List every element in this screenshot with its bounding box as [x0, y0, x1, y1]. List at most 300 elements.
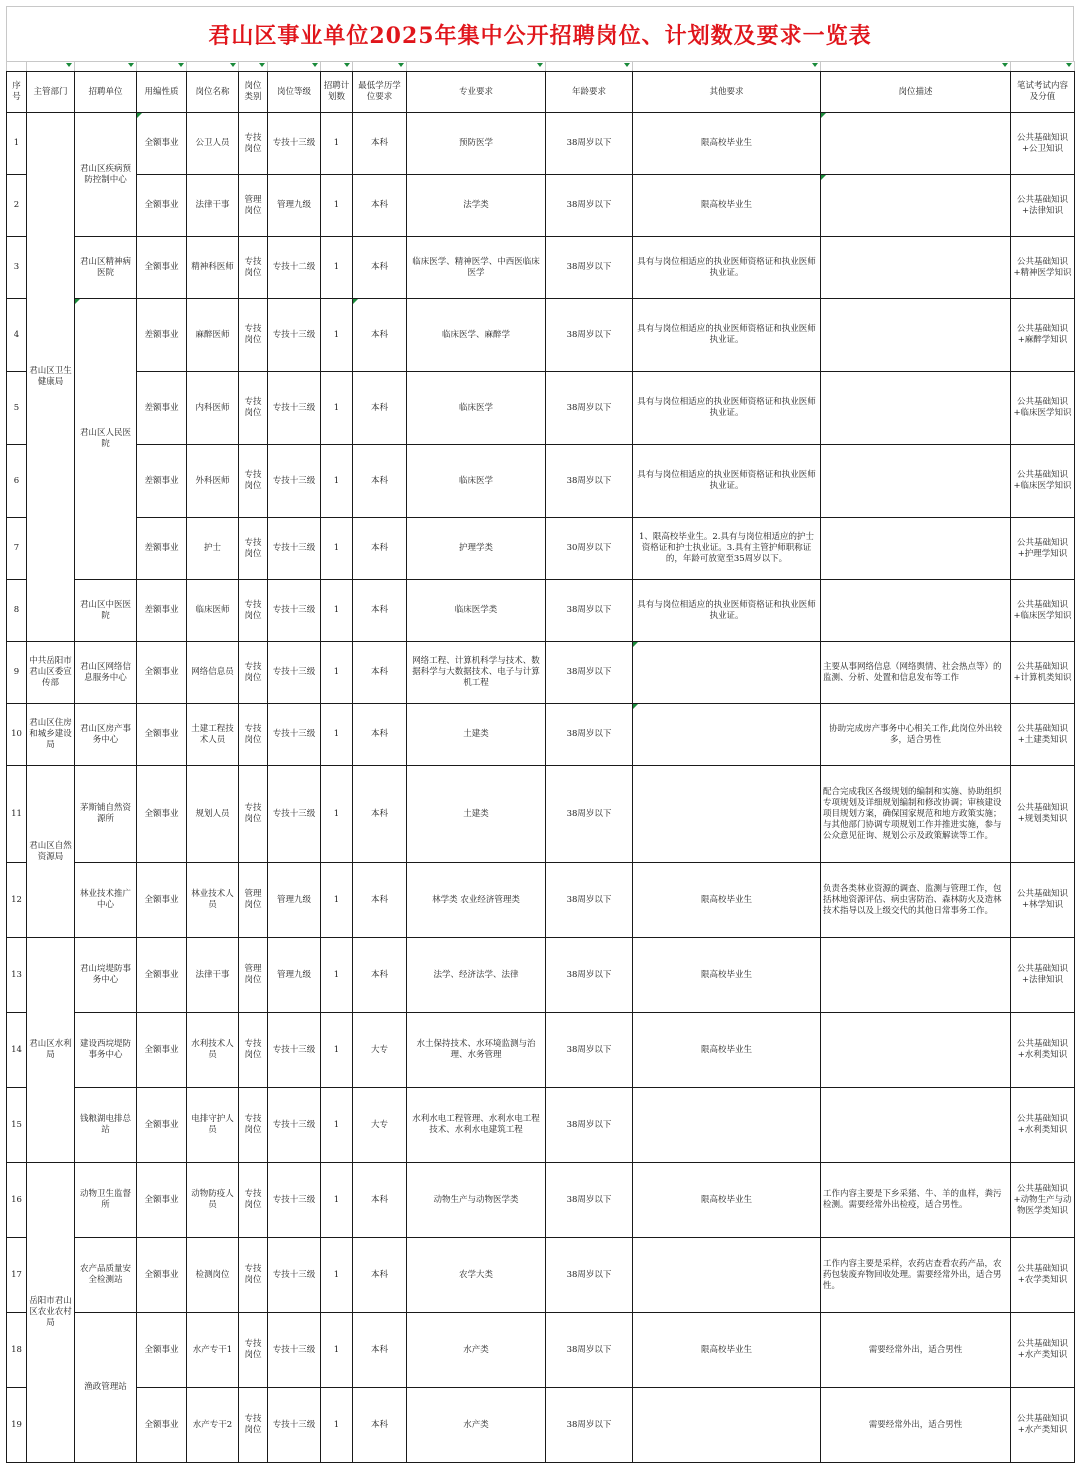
cell-age: 38周岁以下 — [546, 938, 633, 1013]
cell-nature: 全额事业 — [137, 1238, 187, 1313]
cell-major: 临床医学 — [407, 372, 546, 445]
cell-unit: 君山垸堤防事务中心 — [75, 938, 137, 1013]
cell-exam: 公共基础知识+土建类知识 — [1011, 704, 1075, 766]
cell-count: 1 — [321, 642, 353, 704]
cell-age: 38周岁以下 — [546, 766, 633, 863]
cell-category: 专技岗位 — [239, 372, 268, 445]
header-no: 序号 — [7, 72, 27, 113]
table-row — [7, 1388, 1075, 1463]
cell-no: 12 — [7, 863, 27, 938]
cell-nature: 全额事业 — [137, 1313, 187, 1388]
cell-nature: 全额事业 — [137, 237, 187, 299]
cell-nature: 全额事业 — [137, 938, 187, 1013]
cell-description: 工作内容主要是下乡采猪、牛、羊的血样，粪污检测。需要经常外出检疫，适合男性。 — [821, 1163, 1011, 1238]
cell-nature: 全额事业 — [137, 766, 187, 863]
cell-level: 专技十三级 — [268, 642, 321, 704]
cell-count: 1 — [321, 1388, 353, 1463]
cell-category: 专技岗位 — [239, 518, 268, 580]
cell-age: 38周岁以下 — [546, 642, 633, 704]
cell-exam: 公共基础知识+法律知识 — [1011, 938, 1075, 1013]
cell-level: 专技十三级 — [268, 1013, 321, 1088]
cell-no: 5 — [7, 372, 27, 445]
cell-level: 专技十三级 — [268, 372, 321, 445]
cell-other: 限高校毕业生 — [633, 175, 821, 237]
cell-education: 大专 — [353, 1013, 407, 1088]
cell-major: 临床医学类 — [407, 580, 546, 642]
table-row — [7, 766, 1075, 863]
cell-department: 君山区自然资源局 — [27, 766, 75, 938]
cell-post: 土建工程技术人员 — [187, 704, 239, 766]
cell-count: 1 — [321, 175, 353, 237]
cell-nature: 全额事业 — [137, 642, 187, 704]
cell-post: 公卫人员 — [187, 113, 239, 175]
filter-arrow-icon[interactable] — [537, 63, 543, 67]
cell-exam: 公共基础知识+麻醉学知识 — [1011, 299, 1075, 372]
cell-exam: 公共基础知识+计算机类知识 — [1011, 642, 1075, 704]
cell-other — [633, 1388, 821, 1463]
filter-arrow-icon[interactable] — [398, 63, 404, 67]
cell-department: 中共岳阳市君山区委宣传部 — [27, 642, 75, 704]
cell-count: 1 — [321, 863, 353, 938]
table-row — [7, 175, 1075, 237]
cell-count: 1 — [321, 299, 353, 372]
filter-cell[interactable] — [546, 62, 633, 72]
cell-post: 动物防疫人员 — [187, 1163, 239, 1238]
cell-no: 10 — [7, 704, 27, 766]
cell-other: 1、限高校毕业生。2.具有与岗位相适应的护士资格证和护士执业证。3.具有主管护师职称证的，年龄可放宽至35周岁以下。 — [633, 518, 821, 580]
cell-count: 1 — [321, 1163, 353, 1238]
cell-level: 专技十三级 — [268, 704, 321, 766]
header-exam: 笔试考试内容及分值 — [1011, 72, 1075, 113]
cell-category: 专技岗位 — [239, 1088, 268, 1163]
cell-post: 护士 — [187, 518, 239, 580]
cell-major: 土建类 — [407, 704, 546, 766]
cell-description — [821, 113, 1011, 175]
cell-major: 法学、经济法学、法律 — [407, 938, 546, 1013]
cell-level: 管理九级 — [268, 938, 321, 1013]
cell-other: 限高校毕业生 — [633, 1313, 821, 1388]
cell-category: 专技岗位 — [239, 1163, 268, 1238]
cell-nature: 差额事业 — [137, 445, 187, 518]
cell-description — [821, 580, 1011, 642]
filter-arrow-icon[interactable] — [812, 63, 818, 67]
cell-level: 专技十三级 — [268, 1388, 321, 1463]
cell-post: 精神科医师 — [187, 237, 239, 299]
cell-category: 专技岗位 — [239, 113, 268, 175]
filter-arrow-icon[interactable] — [230, 63, 236, 67]
cell-exam: 公共基础知识+水产类知识 — [1011, 1388, 1075, 1463]
filter-cell[interactable] — [27, 62, 75, 72]
cell-age: 38周岁以下 — [546, 113, 633, 175]
filter-cell[interactable] — [239, 62, 268, 72]
filter-cell[interactable] — [407, 62, 546, 72]
cell-no: 19 — [7, 1388, 27, 1463]
filter-cell[interactable] — [268, 62, 321, 72]
cell-post: 法律干事 — [187, 938, 239, 1013]
cell-age: 38周岁以下 — [546, 1238, 633, 1313]
cell-unit: 建设西垸堤防事务中心 — [75, 1013, 137, 1088]
cell-nature: 差额事业 — [137, 299, 187, 372]
table-row — [7, 1013, 1075, 1088]
cell-age: 38周岁以下 — [546, 1013, 633, 1088]
cell-description: 负责各类林业资源的调查、监测与管理工作，包括林地资源评估、病虫害防治、森林防火及造林技术指导以及上级交代的其他日常事务工作。 — [821, 863, 1011, 938]
cell-education: 大专 — [353, 1088, 407, 1163]
cell-education: 本科 — [353, 1238, 407, 1313]
cell-exam: 公共基础知识+公卫知识 — [1011, 113, 1075, 175]
filter-arrow-icon[interactable] — [1002, 63, 1008, 67]
cell-level: 专技十三级 — [268, 113, 321, 175]
cell-category: 专技岗位 — [239, 1013, 268, 1088]
filter-arrow-icon[interactable] — [312, 63, 318, 67]
cell-no: 2 — [7, 175, 27, 237]
filter-cell[interactable] — [7, 62, 27, 72]
cell-category: 专技岗位 — [239, 580, 268, 642]
cell-age: 38周岁以下 — [546, 580, 633, 642]
cell-exam: 公共基础知识+农学类知识 — [1011, 1238, 1075, 1313]
cell-level: 专技十三级 — [268, 1163, 321, 1238]
cell-department: 君山区卫生健康局 — [27, 113, 75, 642]
cell-unit: 渔政管理站 — [75, 1313, 137, 1463]
cell-description — [821, 237, 1011, 299]
cell-exam: 公共基础知识+护理学知识 — [1011, 518, 1075, 580]
table-row — [7, 938, 1075, 1013]
cell-post: 临床医师 — [187, 580, 239, 642]
filter-arrow-icon[interactable] — [178, 63, 184, 67]
header-unit: 招聘单位 — [75, 72, 137, 113]
cell-major: 临床医学、麻醉学 — [407, 299, 546, 372]
cell-description: 工作内容主要是采样，农药店查看农药产品，农药包装废弃物回收处理。需要经常外出，适合男性。 — [821, 1238, 1011, 1313]
cell-no: 16 — [7, 1163, 27, 1238]
cell-major: 水产类 — [407, 1388, 546, 1463]
filter-arrow-icon[interactable] — [624, 63, 630, 67]
cell-nature: 全额事业 — [137, 863, 187, 938]
cell-major: 土建类 — [407, 766, 546, 863]
cell-unit: 君山区疾病预防控制中心 — [75, 113, 137, 237]
cell-unit: 君山区精神病医院 — [75, 237, 137, 299]
cell-level: 专技十三级 — [268, 299, 321, 372]
cell-age: 38周岁以下 — [546, 175, 633, 237]
cell-post: 水产专干1 — [187, 1313, 239, 1388]
cell-post: 水产专干2 — [187, 1388, 239, 1463]
cell-post: 规划人员 — [187, 766, 239, 863]
cell-category: 专技岗位 — [239, 642, 268, 704]
cell-exam: 公共基础知识+林学知识 — [1011, 863, 1075, 938]
cell-post: 网络信息员 — [187, 642, 239, 704]
cell-department: 君山区水利局 — [27, 938, 75, 1163]
cell-education: 本科 — [353, 642, 407, 704]
cell-description — [821, 299, 1011, 372]
cell-major: 护理学类 — [407, 518, 546, 580]
cell-unit: 林业技术推广中心 — [75, 863, 137, 938]
cell-level: 专技十三级 — [268, 1313, 321, 1388]
cell-nature: 全额事业 — [137, 1388, 187, 1463]
cell-count: 1 — [321, 580, 353, 642]
cell-age: 38周岁以下 — [546, 1313, 633, 1388]
cell-exam: 公共基础知识+水利类知识 — [1011, 1013, 1075, 1088]
cell-nature: 全额事业 — [137, 1088, 187, 1163]
cell-major: 网络工程、计算机科学与技术、数据科学与大数据技术、电子与计算机工程 — [407, 642, 546, 704]
cell-nature: 全额事业 — [137, 704, 187, 766]
cell-category: 管理岗位 — [239, 863, 268, 938]
filter-arrow-icon[interactable] — [66, 63, 72, 67]
cell-count: 1 — [321, 113, 353, 175]
cell-unit: 茅斯铺自然资源所 — [75, 766, 137, 863]
cell-level: 专技十二级 — [268, 237, 321, 299]
cell-major: 动物生产与动物医学类 — [407, 1163, 546, 1238]
cell-level: 管理九级 — [268, 863, 321, 938]
cell-category: 管理岗位 — [239, 175, 268, 237]
table-row — [7, 445, 1075, 518]
cell-age: 38周岁以下 — [546, 1088, 633, 1163]
cell-no: 17 — [7, 1238, 27, 1313]
cell-no: 6 — [7, 445, 27, 518]
cell-education: 本科 — [353, 863, 407, 938]
cell-exam: 公共基础知识+临床医学知识 — [1011, 580, 1075, 642]
cell-count: 1 — [321, 1013, 353, 1088]
title-row — [6, 6, 1074, 61]
filter-arrow-icon[interactable] — [128, 63, 134, 67]
filter-cell[interactable] — [187, 62, 239, 72]
cell-age: 38周岁以下 — [546, 299, 633, 372]
cell-unit: 农产品质量安全检测站 — [75, 1238, 137, 1313]
table-row — [7, 580, 1075, 642]
cell-age: 30周岁以下 — [546, 518, 633, 580]
cell-nature: 差额事业 — [137, 580, 187, 642]
cell-category: 专技岗位 — [239, 299, 268, 372]
cell-education: 本科 — [353, 372, 407, 445]
cell-major: 临床医学、精神医学、中西医临床医学 — [407, 237, 546, 299]
header-department: 主管部门 — [27, 72, 75, 113]
cell-major: 水利水电工程管理、水利水电工程技术、水利水电建筑工程 — [407, 1088, 546, 1163]
cell-description — [821, 445, 1011, 518]
cell-category: 专技岗位 — [239, 766, 268, 863]
table-row — [7, 1163, 1075, 1238]
cell-other: 限高校毕业生 — [633, 938, 821, 1013]
cell-education: 本科 — [353, 113, 407, 175]
header-post: 岗位名称 — [187, 72, 239, 113]
header-row — [7, 72, 1075, 113]
cell-count: 1 — [321, 704, 353, 766]
cell-description — [821, 175, 1011, 237]
cell-other — [633, 1238, 821, 1313]
page-title: 君山区事业单位2025年集中公开招聘岗位、计划数及要求一览表 — [208, 22, 872, 49]
cell-age: 38周岁以下 — [546, 704, 633, 766]
cell-other — [633, 1088, 821, 1163]
cell-exam: 公共基础知识+动物生产与动物医学类知识 — [1011, 1163, 1075, 1238]
cell-education: 本科 — [353, 299, 407, 372]
cell-unit: 君山区人民医院 — [75, 299, 137, 580]
cell-unit: 君山区房产事务中心 — [75, 704, 137, 766]
cell-description: 需要经常外出，适合男性 — [821, 1388, 1011, 1463]
cell-exam: 公共基础知识+临床医学知识 — [1011, 372, 1075, 445]
header-nature: 用编性质 — [137, 72, 187, 113]
cell-post: 麻醉医师 — [187, 299, 239, 372]
cell-description: 主要从事网络信息（网络舆情、社会热点等）的监测、分析、处置和信息发布等工作 — [821, 642, 1011, 704]
cell-post: 检测岗位 — [187, 1238, 239, 1313]
cell-nature: 全额事业 — [137, 175, 187, 237]
cell-level: 专技十三级 — [268, 445, 321, 518]
cell-no: 14 — [7, 1013, 27, 1088]
cell-education: 本科 — [353, 938, 407, 1013]
cell-other: 具有与岗位相适应的执业医师资格证和执业医师执业证。 — [633, 445, 821, 518]
cell-nature: 全额事业 — [137, 113, 187, 175]
cell-category: 专技岗位 — [239, 1388, 268, 1463]
cell-count: 1 — [321, 1313, 353, 1388]
cell-education: 本科 — [353, 1388, 407, 1463]
cell-other: 限高校毕业生 — [633, 1163, 821, 1238]
cell-count: 1 — [321, 518, 353, 580]
cell-unit: 君山区网络信息服务中心 — [75, 642, 137, 704]
cell-other: 具有与岗位相适应的执业医师资格证和执业医师执业证。 — [633, 580, 821, 642]
cell-education: 本科 — [353, 1163, 407, 1238]
cell-other: 具有与岗位相适应的执业医师资格证和执业医师执业证。 — [633, 237, 821, 299]
cell-exam: 公共基础知识+法律知识 — [1011, 175, 1075, 237]
cell-other: 具有与岗位相适应的执业医师资格证和执业医师执业证。 — [633, 299, 821, 372]
table-row — [7, 518, 1075, 580]
cell-level: 专技十三级 — [268, 518, 321, 580]
cell-other: 限高校毕业生 — [633, 863, 821, 938]
table-row — [7, 642, 1075, 704]
header-category: 岗位类别 — [239, 72, 268, 113]
cell-exam: 公共基础知识+水产类知识 — [1011, 1313, 1075, 1388]
cell-category: 管理岗位 — [239, 938, 268, 1013]
cell-education: 本科 — [353, 1313, 407, 1388]
filter-arrow-icon[interactable] — [259, 63, 265, 67]
cell-education: 本科 — [353, 766, 407, 863]
cell-department: 岳阳市君山区农业农村局 — [27, 1163, 75, 1463]
cell-education: 本科 — [353, 580, 407, 642]
cell-education: 本科 — [353, 518, 407, 580]
cell-description: 需要经常外出，适合男性 — [821, 1313, 1011, 1388]
cell-level: 专技十三级 — [268, 766, 321, 863]
cell-count: 1 — [321, 766, 353, 863]
filter-cell[interactable] — [633, 62, 821, 72]
cell-education: 本科 — [353, 704, 407, 766]
table-row — [7, 237, 1075, 299]
header-education: 最低学历学位要求 — [353, 72, 407, 113]
cell-nature: 差额事业 — [137, 518, 187, 580]
cell-category: 专技岗位 — [239, 445, 268, 518]
cell-description: 配合完成我区各级规划的编制和实施、协助组织专项规划及详细规划编制和修改协调；审核建设项目规划方案，确保国家规范和地方政策实施；与其他部门协调专项规划工作并推进实施，参与公众意见征询、规划公示及政策解读等工作。 — [821, 766, 1011, 863]
cell-age: 38周岁以下 — [546, 445, 633, 518]
table-row — [7, 704, 1075, 766]
cell-education: 本科 — [353, 445, 407, 518]
recruitment-table — [6, 61, 1075, 1463]
cell-description — [821, 1088, 1011, 1163]
cell-unit: 钱粮湖电排总站 — [75, 1088, 137, 1163]
cell-level: 专技十三级 — [268, 1238, 321, 1313]
cell-count: 1 — [321, 237, 353, 299]
filter-cell[interactable] — [1011, 62, 1075, 72]
cell-no: 8 — [7, 580, 27, 642]
cell-count: 1 — [321, 938, 353, 1013]
cell-level: 专技十三级 — [268, 1088, 321, 1163]
filter-arrow-icon[interactable] — [1066, 63, 1072, 67]
cell-description — [821, 518, 1011, 580]
cell-nature: 全额事业 — [137, 1163, 187, 1238]
cell-department: 君山区住房和城乡建设局 — [27, 704, 75, 766]
header-level: 岗位等级 — [268, 72, 321, 113]
cell-category: 专技岗位 — [239, 1313, 268, 1388]
cell-other — [633, 704, 821, 766]
table-row — [7, 1313, 1075, 1388]
cell-no: 7 — [7, 518, 27, 580]
filter-cell[interactable] — [137, 62, 187, 72]
cell-exam: 公共基础知识+临床医学知识 — [1011, 445, 1075, 518]
cell-count: 1 — [321, 1238, 353, 1313]
table-row — [7, 1088, 1075, 1163]
cell-exam: 公共基础知识+精神医学知识 — [1011, 237, 1075, 299]
cell-major: 预防医学 — [407, 113, 546, 175]
cell-level: 管理九级 — [268, 175, 321, 237]
cell-count: 1 — [321, 445, 353, 518]
cell-education: 本科 — [353, 175, 407, 237]
cell-exam: 公共基础知识+水利类知识 — [1011, 1088, 1075, 1163]
cell-exam: 公共基础知识+规划类知识 — [1011, 766, 1075, 863]
filter-cell[interactable] — [75, 62, 137, 72]
cell-age: 38周岁以下 — [546, 1163, 633, 1238]
cell-unit: 君山区中医医院 — [75, 580, 137, 642]
cell-age: 38周岁以下 — [546, 372, 633, 445]
cell-description — [821, 1013, 1011, 1088]
cell-major: 法学类 — [407, 175, 546, 237]
cell-other — [633, 642, 821, 704]
cell-no: 13 — [7, 938, 27, 1013]
cell-no: 1 — [7, 113, 27, 175]
cell-nature: 差额事业 — [137, 372, 187, 445]
cell-age: 38周岁以下 — [546, 863, 633, 938]
table-row — [7, 372, 1075, 445]
filter-cell[interactable] — [821, 62, 1011, 72]
spreadsheet — [6, 6, 1074, 1463]
cell-no: 11 — [7, 766, 27, 863]
table-row — [7, 299, 1075, 372]
cell-post: 内科医师 — [187, 372, 239, 445]
cell-post: 电排守护人员 — [187, 1088, 239, 1163]
cell-no: 18 — [7, 1313, 27, 1388]
header-description: 岗位描述 — [821, 72, 1011, 113]
filter-cell[interactable] — [353, 62, 407, 72]
header-major: 专业要求 — [407, 72, 546, 113]
cell-major: 水土保持技术、水环境监测与治理、水务管理 — [407, 1013, 546, 1088]
cell-category: 专技岗位 — [239, 1238, 268, 1313]
header-age: 年龄要求 — [546, 72, 633, 113]
cell-level: 专技十三级 — [268, 580, 321, 642]
filter-arrow-icon[interactable] — [344, 63, 350, 67]
cell-count: 1 — [321, 1088, 353, 1163]
cell-major: 临床医学 — [407, 445, 546, 518]
cell-other: 限高校毕业生 — [633, 113, 821, 175]
cell-other — [633, 766, 821, 863]
cell-age: 38周岁以下 — [546, 1388, 633, 1463]
cell-major: 水产类 — [407, 1313, 546, 1388]
cell-other: 具有与岗位相适应的执业医师资格证和执业医师执业证。 — [633, 372, 821, 445]
table-row — [7, 863, 1075, 938]
cell-unit: 动物卫生监督所 — [75, 1163, 137, 1238]
cell-category: 专技岗位 — [239, 237, 268, 299]
cell-major: 农学大类 — [407, 1238, 546, 1313]
table-row — [7, 1238, 1075, 1313]
filter-cell[interactable] — [321, 62, 353, 72]
filter-row — [7, 62, 1075, 72]
cell-no: 9 — [7, 642, 27, 704]
cell-count: 1 — [321, 372, 353, 445]
cell-description: 协助完成房产事务中心相关工作,此岗位外出较多，适合男性 — [821, 704, 1011, 766]
cell-education: 本科 — [353, 237, 407, 299]
cell-nature: 全额事业 — [137, 1013, 187, 1088]
cell-major: 林学类 农业经济管理类 — [407, 863, 546, 938]
cell-age: 38周岁以下 — [546, 237, 633, 299]
